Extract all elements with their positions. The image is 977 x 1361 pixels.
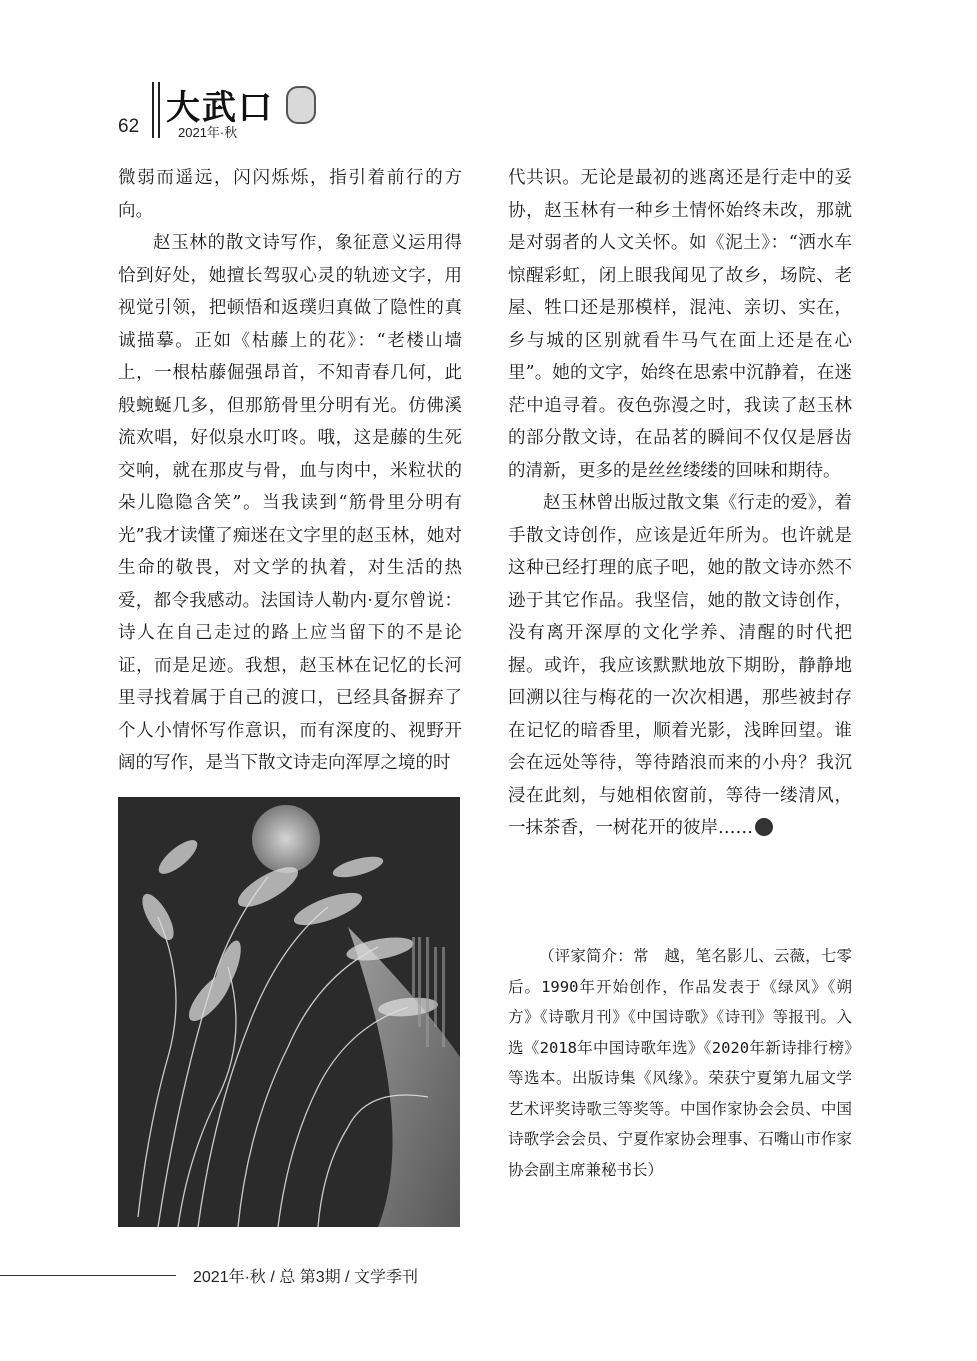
paragraph: 微弱而遥远，闪闪烁烁，指引着前行的方向。: [118, 168, 462, 221]
end-mark-icon: [755, 818, 773, 836]
paragraph: 赵玉林的散文诗写作，象征意义运用得恰到好处，她擅长驾驭心灵的轨迹文字，用视觉引领，把顿悟和返璞归真做了隐性的真诚描摹。正如《枯藤上的花》：“老楼山墙上，一根枯藤倔强昂首，不知青春几何，此般蜿蜒几多，但那筋骨里分明有光。仿佛溪流欢唱，好似泉水叮咚。哦，这是藤的生死交响，就在那皮与骨，血与肉中，米粒状的朵儿隐隐含笑”。当我读到“筋骨里分明有光”我才读懂了痴迷在文字里的赵玉林，她对生命的敬畏，对文学的执着，对生活的热爱，都令我感动。法国诗人勒内·夏尔曾说：诗人在自己走过的路上应当留下的不是论证，而是足迹。我想，赵玉林在记忆的长河里寻找着属于自己的渡口，已经具备摒弃了个人小情怀写作意识，而有深度的、视野开阔的写作，是当下散文诗走向浑厚之境的时: [118, 233, 462, 773]
seal-icon: [286, 86, 316, 124]
issue-label: 2021年·秋: [178, 125, 238, 140]
author-bio: [508, 941, 852, 1185]
header-divider: [152, 82, 154, 138]
paragraph-text: 赵玉林曾出版过散文集《行走的爱》，着手散文诗创作，应该是近年所为。也许就是这种已经打理的底子吧，她的散文诗亦然不逊于其它作品。我坚信，她的散文诗创作，没有离开深厚的文化学养、清醒的时代把握。或许，我应该默默地放下期盼，静静地回溯以往与梅花的一次次相遇，那些被封存在记忆的暗香里，顺着光影，浅眸回望。谁会在远处等待，等待踏浪而来的小舟？我沉浸在此刻，与她相依窗前，等待一缕清风，一抹茶香，一树花开的彼岸……: [508, 493, 852, 838]
left-column: [118, 162, 462, 780]
page-number: 62: [118, 116, 140, 137]
bio-text: （评家简介：常 越，笔名影儿、云薇，七零后。1990年开始创作，作品发表于《绿风》《朔方》《诗歌月刊》《中国诗歌》《诗刊》等报刊。入选《2018年中国诗歌年选》《2020年新诗排行榜》等选本。出版诗集《风缘》。荣获宁夏第九届文学艺术评奖诗歌三等奖等。中国作家协会会员、中国诗歌学会会员、宁夏作家协会理事、石嘴山市作家协会副主席兼秘书长）: [508, 947, 852, 1179]
footer: 2021年·秋 / 总 第3期 / 文学季刊: [193, 1269, 418, 1286]
magazine-name: 大武口: [166, 88, 274, 128]
header-divider: [158, 82, 160, 138]
ink-painting-image: [118, 797, 460, 1227]
page-header: [118, 76, 418, 142]
right-column: [508, 162, 852, 845]
paragraph: 代共识。无论是最初的逃离还是行走中的妥协，赵玉林有一种乡土情怀始终未改，那就是对弱者的人文关怀。如《泥土》：“洒水车惊醒彩虹，闭上眼我闻见了故乡，场院、老屋、牲口还是那模样，混沌、亲切、实在，乡与城的区别就看牛马气在面上还是在心里”。她的文字，始终在思索中沉静着，在迷茫中追寻着。夜色弥漫之时，我读了赵玉林的部分散文诗，在品茗的瞬间不仅仅是唇齿的清新，更多的是丝丝缕缕的回味和期待。: [508, 168, 852, 481]
footer-rule: [0, 1275, 176, 1276]
paragraph: [508, 487, 852, 845]
